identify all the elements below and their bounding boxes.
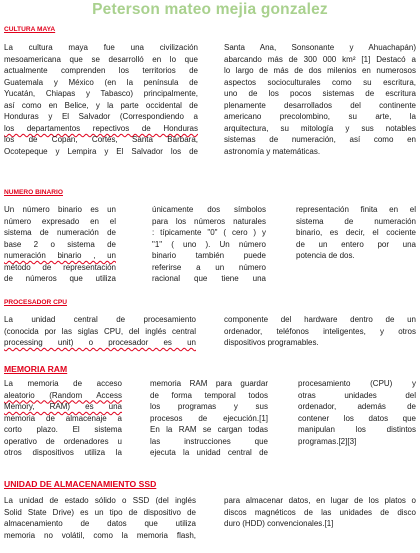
text-line: La cultura maya fue una civilización xyxy=(4,43,198,52)
text-line: los departamentos repectivos de Honduras xyxy=(4,123,198,133)
text-line: lo largo de más de dos milenios en numerosos xyxy=(224,66,416,76)
section-heading: UNIDAD DE ALMACENAMIENTO SSD xyxy=(4,479,157,489)
section-heading: CULTURA MAYA xyxy=(4,26,56,33)
text-line: memoria de almacenaje a xyxy=(4,413,122,423)
text-line: Un número binario es un xyxy=(4,205,116,214)
text-line: arquitectura, su mitología y sus notables xyxy=(224,123,416,133)
section-cultura-maya xyxy=(4,26,416,181)
text-line: Solid State Drive) es un tipo de dispositivo de xyxy=(4,507,196,517)
text-line: ordenador, además de xyxy=(298,402,416,412)
section-heading: NUMERO BINARIO xyxy=(4,189,63,196)
text-line: "1" ( uno ). Un número xyxy=(152,239,266,249)
text-line: de forma temporal todos xyxy=(150,390,268,400)
text-line: únicamente dos símbolos xyxy=(152,205,266,214)
text-line: de un entero por una xyxy=(296,239,416,249)
text-line: aspectos socioculturales como su escritura, xyxy=(224,77,416,87)
text-line: Guatemala y México (en la península de xyxy=(4,77,198,87)
text-line: contener los datos que xyxy=(298,413,416,423)
text-column-left xyxy=(4,204,116,285)
text-line: duro (HDD) convencionales.[1] xyxy=(224,519,334,529)
section-memoria-ram xyxy=(4,364,416,468)
text-line: aleatorio (Random Access xyxy=(4,390,122,400)
text-line: uno de los pocos sistemas de escritura xyxy=(224,89,416,99)
text-line: racional que tiene una xyxy=(152,274,266,284)
text-line: binario, es decir, el cociente xyxy=(296,228,416,238)
text-line: La unidad central de procesamiento xyxy=(4,315,196,324)
text-line: Yucatán, Chiapas y Tabasco) principalmente, xyxy=(4,89,198,99)
text-line: : típicamente "0" ( cero ) y xyxy=(152,228,266,238)
text-line: (conocida por las siglas CPU, del inglés central xyxy=(4,326,196,336)
text-line: otros dispositivos utiliza la xyxy=(4,448,122,458)
text-line: de números que utiliza xyxy=(4,274,116,284)
text-line: número expresado en el xyxy=(4,216,116,226)
text-column-right xyxy=(224,495,416,530)
text-line: base 2 o sistema de xyxy=(4,239,116,249)
text-line: Ocotepeque y Lempira y El Salvador los de xyxy=(4,146,198,156)
text-line: sistema de numeración de xyxy=(4,228,116,238)
text-line: programas.[2][3] xyxy=(298,436,357,446)
section-procesador-cpu xyxy=(4,299,416,356)
text-line: Memory, RAM) es una xyxy=(4,402,122,412)
text-line: sistemas de numeración, así como en xyxy=(224,135,416,145)
text-line: potencia de dos. xyxy=(296,251,355,261)
text-line: referirse a un número xyxy=(152,262,266,272)
text-column-right xyxy=(298,378,416,447)
section-heading: MEMORIA RAM xyxy=(4,364,68,374)
text-line: Honduras y El Salvador (Correspondiendo a xyxy=(4,112,198,122)
text-column-middle xyxy=(152,204,266,285)
text-line: discos magnéticos de las unidades de disco xyxy=(224,507,416,517)
text-line: corto plazo. El sistema xyxy=(4,425,122,435)
text-line: los de Copán, Cortés, Santa Bárbara, xyxy=(4,135,198,145)
text-line: otras unidades del xyxy=(298,390,416,400)
text-line: dispositivos programables. xyxy=(224,338,319,348)
text-line: representación finita en el xyxy=(296,205,416,214)
text-line: En la RAM se cargan todas xyxy=(150,425,268,435)
text-line: memoria no volátil, como la memoria flash, xyxy=(4,530,196,540)
text-line: La memoria de acceso xyxy=(4,379,122,388)
text-line: numeración binario , un xyxy=(4,251,116,261)
page-title: Peterson mateo mejia gonzalez xyxy=(92,1,328,18)
text-line: binario también puede xyxy=(152,251,266,261)
text-line: método de representación xyxy=(4,262,116,272)
text-column-left xyxy=(4,42,198,157)
text-line: procesamiento (CPU) y xyxy=(298,379,416,388)
text-column-left xyxy=(4,378,122,459)
text-line: operativo de ordenadores u xyxy=(4,436,122,446)
text-line: plenamente desarrollados del continente xyxy=(224,100,416,110)
text-line: Santa Ana, Sonsonante y Ahuachapán) xyxy=(224,43,416,52)
section-heading: PROCESADOR CPU xyxy=(4,299,68,306)
text-line: para los números naturales xyxy=(152,216,266,226)
text-line: así como en Belice, y la parte occidental de xyxy=(4,100,198,110)
text-line: actualmente comprenden los territorios de xyxy=(4,66,198,76)
text-line: abarcando más de 300 000 km² [1] Destacó a xyxy=(224,54,416,64)
text-line: mesoamericana que se desarrolló en lo que xyxy=(4,54,198,64)
text-line: procesos de ejecución.[1] xyxy=(150,413,268,423)
text-column-right xyxy=(224,314,416,349)
text-column-right xyxy=(296,204,416,262)
text-line: americano precolombino, su arte, la xyxy=(224,112,416,122)
text-column-right xyxy=(224,42,416,157)
text-line: La unidad de estado sólido o SSD (del inglés xyxy=(4,496,196,505)
text-line: manipulan los distintos xyxy=(298,425,416,435)
text-column-middle xyxy=(150,378,268,459)
text-column-left xyxy=(4,314,196,349)
text-column-left xyxy=(4,495,196,541)
text-line: almacenamiento de datos que utiliza xyxy=(4,519,196,529)
text-line: las instrucciones que xyxy=(150,436,268,446)
section-numero-binario xyxy=(4,189,416,294)
text-line: componente del hardware dentro de un xyxy=(224,315,416,324)
text-line: ejecuta la unidad central de xyxy=(150,448,268,458)
text-line: ordenador, teléfonos inteligentes, y otros xyxy=(224,326,416,336)
text-line: para almacenar datos, en lugar de los platos o xyxy=(224,496,416,505)
text-line: los programas y sus xyxy=(150,402,268,412)
text-line: memoria RAM para guardar xyxy=(150,379,268,388)
text-line: processing unit) o procesador es un xyxy=(4,338,196,348)
text-line: astronomía y matemáticas. xyxy=(224,146,321,156)
text-line: sistema de numeración xyxy=(296,216,416,226)
section-unidad-ssd xyxy=(4,479,416,551)
